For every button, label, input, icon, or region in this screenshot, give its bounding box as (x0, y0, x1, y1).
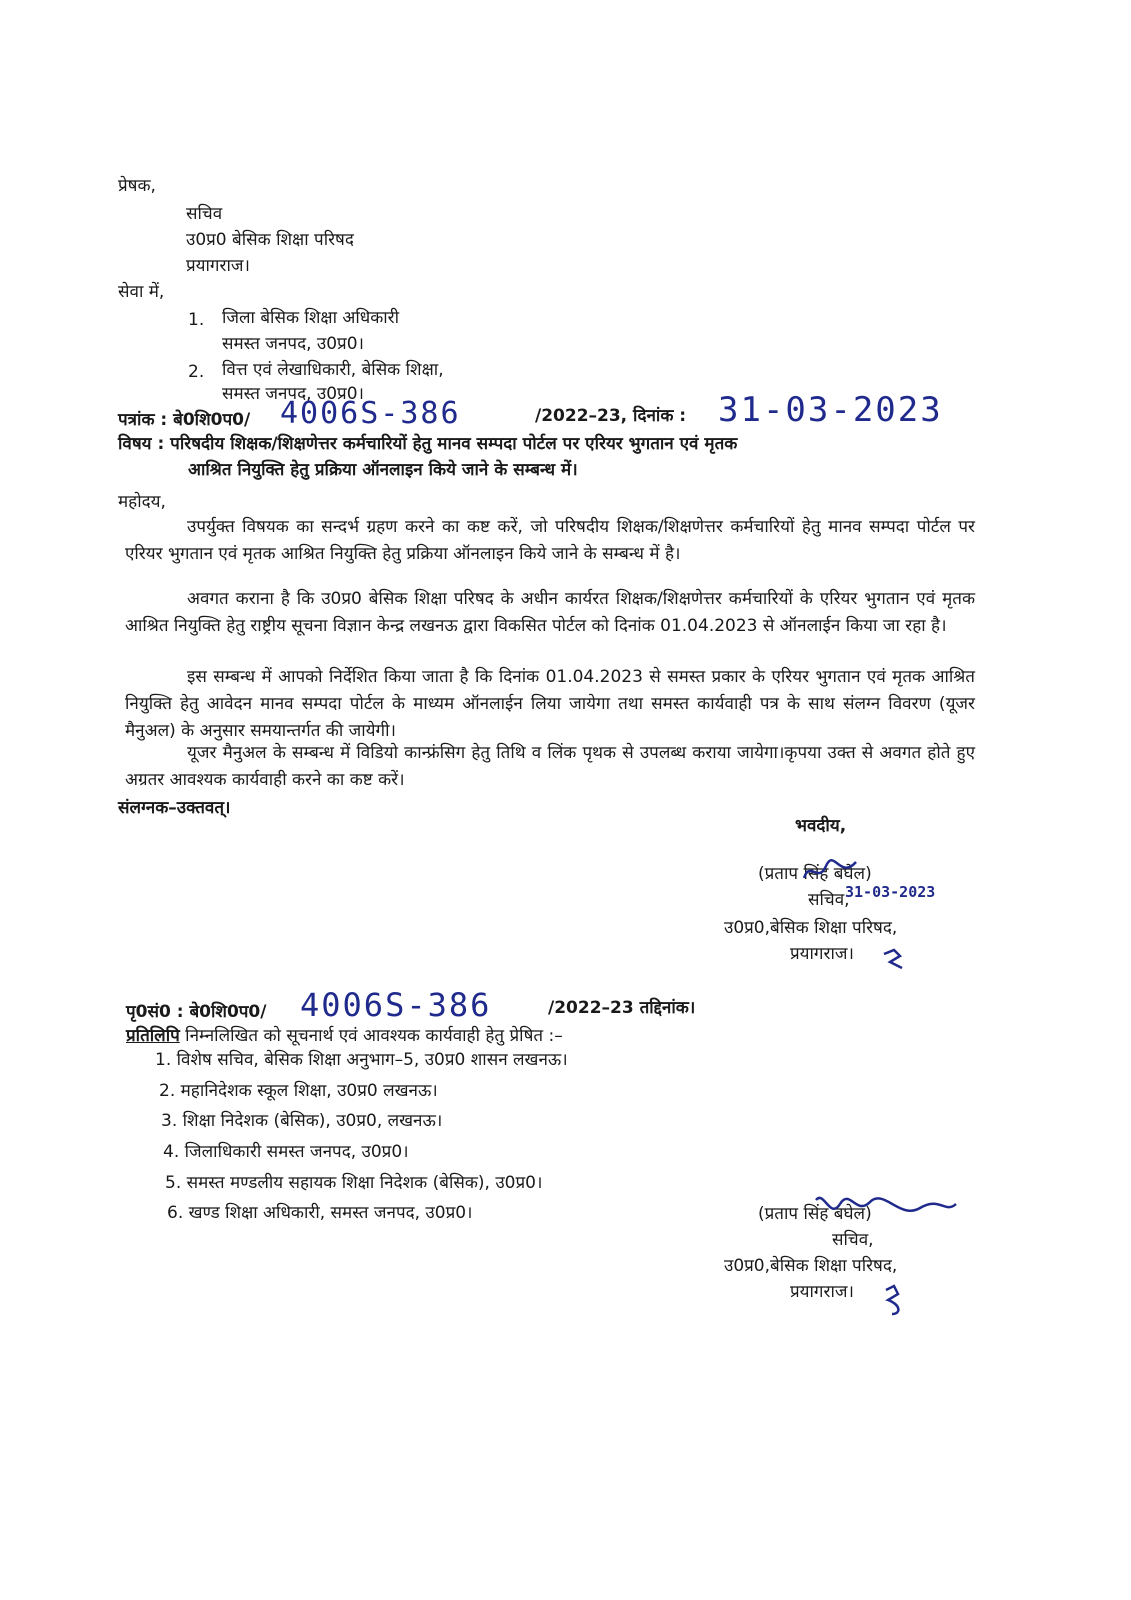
signatory-org-1: उ0प्र0,बेसिक शिक्षा परिषद, (724, 918, 898, 938)
body-paragraph-1 (125, 514, 975, 568)
copy-list-item: 5. समस्त मण्डलीय सहायक शिक्षा निदेशक (बेसिक), उ0प्र0। (165, 1172, 543, 1193)
recipient-1-line2: समस्त जनपद, उ0प्र0। (222, 334, 364, 354)
paragraph-4-text: यूजर मैनुअल के सम्बन्ध में विडियो कान्फ्रंसिग हेतु तिथि व लिंक पृथक से उपलब्ध कराया जायेगा।कृपया उक्त से अवगत होते हुए अग्रतर आवश्यक कार्यवाही करने का कष्ट करें। (125, 743, 975, 790)
reference-year-date-label: /2022–23, दिनांक : (535, 406, 687, 426)
subject-line-1: विषय : परिषदीय शिक्षक/शिक्षणेत्तर कर्मचारियों हेतु मानव सम्पदा पोर्टल पर एरियर भुगतान एवं मृतक (118, 434, 738, 454)
signatory-name-2: (प्रताप सिंह बघेल) (758, 1204, 872, 1224)
paragraph-3-text: इस सम्बन्ध में आपको निर्देशित किया जाता है कि दिनांक 01.04.2023 से समस्त प्रकार के एरियर भुगतान एवं मृतक आश्रित नियुक्ति हेतु आवेदन मानव सम्पदा पोर्टल के माध्यम ऑनलाईन लिया जायेगा तथा समस्त कार्यवाही पत्र के साथ संलग्न विवरण (यूजर मैनुअल) के अनुसार समयान्तर्गत की जायेगी। (125, 667, 975, 741)
copy-intro (126, 1024, 563, 1049)
copy-intro-bold: प्रतिलिपि (126, 1026, 180, 1046)
signatory-city-2: प्रयागराज। (790, 1282, 854, 1302)
copy-list-item: 1. विशेष सचिव, बेसिक शिक्षा अनुभाग–5, उ0प्र0 शासन लखनऊ। (155, 1050, 568, 1070)
recipient-2-line1: वित्त एवं लेखाधिकारी, बेसिक शिक्षा, (222, 360, 444, 380)
copy-handwritten-number: 4006S-386 (300, 986, 492, 1024)
signatory-name-1: (प्रताप सिंह बघेल) (758, 864, 872, 884)
recipient-1-num: 1. (188, 310, 205, 330)
copy-reference-suffix: /2022–23 तद्दिनांक। (548, 998, 696, 1018)
sender-label: प्रेषक, (118, 176, 156, 196)
reference-prefix: पत्रांक : बे0शि0प0/ (118, 410, 251, 430)
copy-list-item: 4. जिलाधिकारी समस्त जनपद, उ0प्र0। (163, 1141, 409, 1162)
enclosure-note: संलग्नक–उक्तवत्। (118, 798, 231, 818)
initials-scribble-1 (880, 944, 910, 974)
copy-intro-rest: निम्नलिखित को सूचनार्थ एवं आवश्यक कार्यवाही हेतु प्रेषित :– (179, 1026, 563, 1046)
signature-1-handwritten-date: 31-03-2023 (845, 883, 936, 901)
signatory-org-2: उ0प्र0,बेसिक शिक्षा परिषद, (724, 1256, 898, 1276)
subject-line-2: आश्रित नियुक्ति हेतु प्रक्रिया ऑनलाइन किये जाने के सम्बन्ध में। (188, 460, 578, 480)
copy-list-item: 6. खण्ड शिक्षा अधिकारी, समस्त जनपद, उ0प्र0। (167, 1203, 473, 1224)
initials-scribble-2 (880, 1282, 910, 1318)
recipient-2-num: 2. (188, 362, 205, 382)
copy-reference-prefix: पृ0सं0 : बे0शि0प0/ (126, 1002, 267, 1022)
body-paragraph-3 (125, 664, 975, 745)
copy-list-item: 2. महानिदेशक स्कूल शिक्षा, उ0प्र0 लखनऊ। (159, 1080, 438, 1101)
body-paragraph-4 (125, 740, 975, 794)
closing: भवदीय, (795, 816, 847, 836)
handwritten-ref-number: 4006S-386 (280, 396, 461, 431)
handwritten-date: 31-03-2023 (718, 390, 943, 430)
salutation: महोदय, (118, 492, 166, 512)
body-paragraph-2 (125, 586, 975, 640)
signature-scribble-2 (810, 1190, 960, 1230)
sender-city: प्रयागराज। (186, 256, 250, 276)
sender-org: उ0प्र0 बेसिक शिक्षा परिषद (186, 230, 354, 250)
copy-list (155, 1048, 568, 1232)
recipient-2-line2: समस्त जनपद, उ0प्र0। (222, 384, 364, 404)
paragraph-2-text: अवगत कराना है कि उ0प्र0 बेसिक शिक्षा परिषद के अधीन कार्यरत शिक्षक/शिक्षणेत्तर कर्मचारियों के एरियर भुगतान एवं मृतक आश्रित नियुक्ति हेतु राष्ट्रीय सूचना विज्ञान केन्द्र लखनऊ द्वारा विकसित पोर्टल को दिनांक 01.04.2023 से ऑनलाईन किया जा रहा है। (125, 589, 975, 636)
recipient-label: सेवा में, (118, 282, 165, 302)
signatory-designation-1: सचिव, (808, 890, 850, 910)
signatory-city-1: प्रयागराज। (790, 944, 854, 964)
copy-list-item: 3. शिक्षा निदेशक (बेसिक), उ0प्र0, लखनऊ। (161, 1111, 443, 1132)
paragraph-1-text: उपर्युक्त विषयक का सन्दर्भ ग्रहण करने का कष्ट करें, जो परिषदीय शिक्षक/शिक्षणेत्तर कर्मचारियों हेतु मानव सम्पदा पोर्टल पर एरियर भुगतान एवं मृतक आश्रित नियुक्ति हेतु प्रक्रिया ऑनलाइन किये जाने के सम्बन्ध में है। (125, 517, 975, 564)
sender-title: सचिव (186, 204, 223, 224)
recipient-1-line1: जिला बेसिक शिक्षा अधिकारी (222, 308, 400, 328)
signatory-designation-2: सचिव, (832, 1230, 874, 1250)
